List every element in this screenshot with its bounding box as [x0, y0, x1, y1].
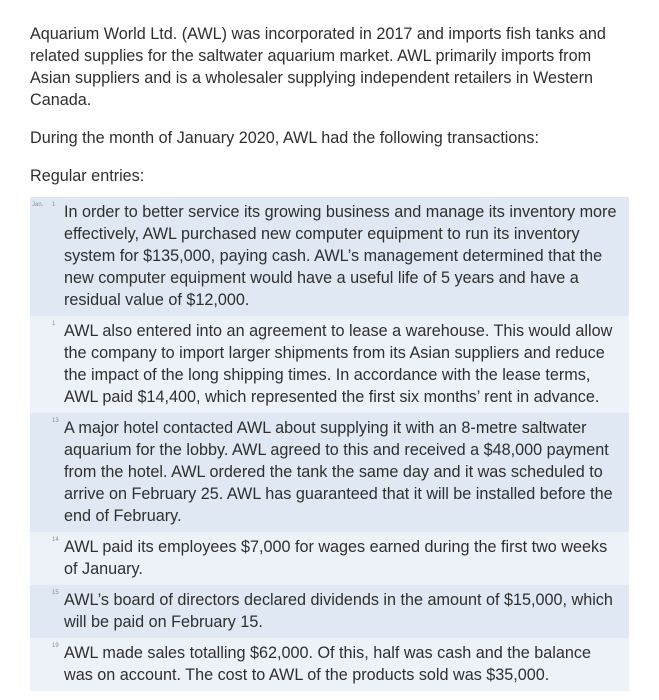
- transaction-day: 15: [52, 590, 59, 596]
- transaction-entry: [30, 197, 629, 316]
- transaction-entry: [30, 585, 629, 638]
- transaction-text: AWL also entered into an agreement to lease a warehouse. This would allow the company to import larger shipments from its Asian suppliers and reduce the impact of the long shipping times. In accordance with the lease terms, AWL paid $14,400, which represented the first six months’ rent in advance.: [64, 322, 613, 406]
- transaction-text: AWL’s board of directors declared dividends in the amount of $15,000, which will be paid on February 15.: [64, 591, 613, 631]
- month-paragraph: During the month of January 2020, AWL had the following transactions:: [30, 129, 540, 147]
- transaction-day: 19: [52, 643, 59, 649]
- transaction-entry: [30, 638, 629, 691]
- transaction-text: AWL paid its employees $7,000 for wages earned during the first two weeks of January.: [64, 538, 608, 578]
- transaction-day: 1: [52, 321, 56, 327]
- transaction-text: In order to better service its growing business and manage its inventory more effectively, AWL purchased new computer equipment to run its inventory system for $135,000, paying cash. AWL’s management determined that the new computer equipment would have a useful life of 5 years and have a residual value of $12,000.: [64, 203, 617, 309]
- transaction-month: Jan.: [32, 202, 44, 208]
- intro-paragraph: Aquarium World Ltd. (AWL) was incorporated in 2017 and imports fish tanks and related supplies for the saltwater aquarium market. AWL primarily imports from Asian suppliers and is a wholesaler supplying independent retailers in Western Canada.: [30, 25, 606, 109]
- transaction-entry: [30, 316, 629, 413]
- transaction-entry: [30, 413, 629, 532]
- transaction-day: 13: [52, 418, 59, 424]
- transaction-day: 1: [52, 202, 56, 208]
- document-body: [0, 0, 659, 187]
- transaction-text: AWL made sales totalling $62,000. Of this, half was cash and the balance was on account. The cost to AWL of the products sold was $35,000.: [64, 644, 592, 684]
- transaction-entry: [30, 532, 629, 585]
- transaction-text: A major hotel contacted AWL about supplying it with an 8-metre saltwater aquarium for the lobby. AWL agreed to this and received a $48,000 payment from the hotel. AWL ordered the tank the same day and it was scheduled to arrive on February 25. AWL has guaranteed that it will be installed before the end of February.: [64, 419, 613, 525]
- regular-entries-heading: Regular entries:: [30, 167, 145, 185]
- transaction-day: 14: [52, 537, 59, 543]
- transaction-list: [30, 197, 629, 691]
